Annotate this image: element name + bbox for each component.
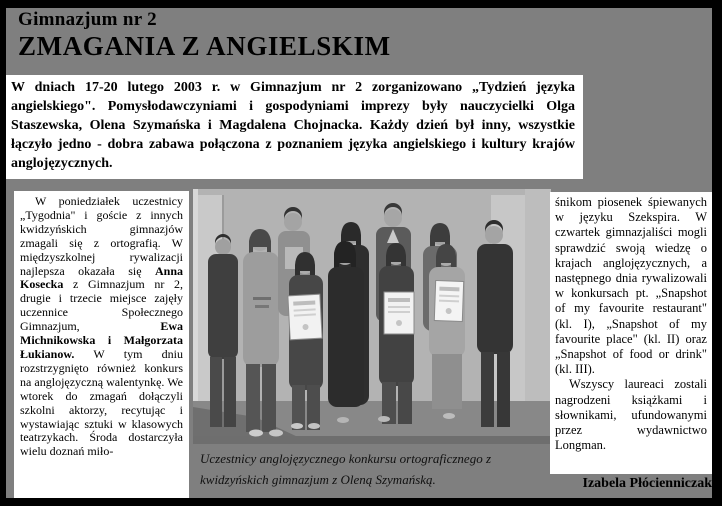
article-title: ZMAGANIA Z ANGIELSKIM: [18, 31, 391, 61]
right-column-paragraph-2: Wszyscy laureaci zostali nagrodzeni książkami i słownikami, ufundowanymi przez wydawnictwo Longman.: [555, 377, 707, 453]
masthead: [18, 8, 391, 61]
left-text-column: [14, 191, 189, 498]
school-name-heading: Gimnazjum nr 2: [18, 9, 157, 30]
right-column-paragraph-1: śnikom piosenek śpiewanych w języku Szekspira. W czwartek gimnazjaliści mogli sprawdzić swoją wiedzę o krajach anglojęzycznych, a następnego dnia rywalizowali w konkursach pt. „Snapshot of my favourite restaurant" (kl. I), „Snapshot of my favourite place" (kl. II) oraz „Snapshot of food or drink" (kl. III).: [555, 195, 707, 377]
left-column-text-1: W poniedziałek uczestnicy „Tygodnia" i goście z innych kwidzyńskich gimnazjów zmagali się z ortografią. W międzyszkolnej rywalizacji najlepsza okazała się: [20, 194, 183, 278]
group-photo: [193, 189, 551, 444]
photo-caption-text: Uczestnicy anglojęzycznego konkursu ortograficznego z kwidzyńskich gimnazjum z Oleną Szymańską.: [200, 451, 492, 487]
right-text-column: [550, 192, 712, 474]
certificate: [288, 294, 322, 340]
person-figure: [429, 244, 465, 409]
lead-paragraph-text: W dniach 17-20 lutego 2003 r. w Gimnazjum nr 2 zorganizowano „Tydzień języka angielskiego". Pomysłodawczyniami i gospodyniami imprezy były nauczycielki Olga Staszewska, Olena Szymańska i Magdalena Chojnacka. Każdy dzień był inny, wszystkie łączyło jedno - dobra zabawa połączona z poznaniem języka angielskiego i kultury krajów anglojęzycznych.: [11, 80, 575, 171]
runners-up-names-bold: Ewa Michnikowska i Małgorzata Łukianow.: [20, 319, 183, 361]
photo-caption: [200, 448, 550, 490]
left-column-text-2: z Gimnazjum nr 2, drugie i trzecie miejsce zajęły uczennice Społecznego Gimnazjum,: [20, 277, 183, 334]
group-photo-image: [193, 189, 551, 444]
author-signature: Izabela Płócienniczak: [582, 476, 712, 491]
lead-paragraph-box: [6, 75, 583, 179]
certificate: [434, 281, 463, 322]
winner-name-bold: Anna Kosecka: [20, 263, 183, 292]
certificate: [384, 292, 414, 334]
left-column-text-3: W tym dniu rozstrzygnięto również konkurs na anglojęzyczną walentynkę. We wtorek do zmagań dołączyli szkolni aktorzy, recytując i wystawiając sztuki w klasowych teatrzykach. Środa dostarczyła wielu doznań miło-: [20, 346, 183, 459]
left-column-paragraph: [20, 195, 183, 459]
